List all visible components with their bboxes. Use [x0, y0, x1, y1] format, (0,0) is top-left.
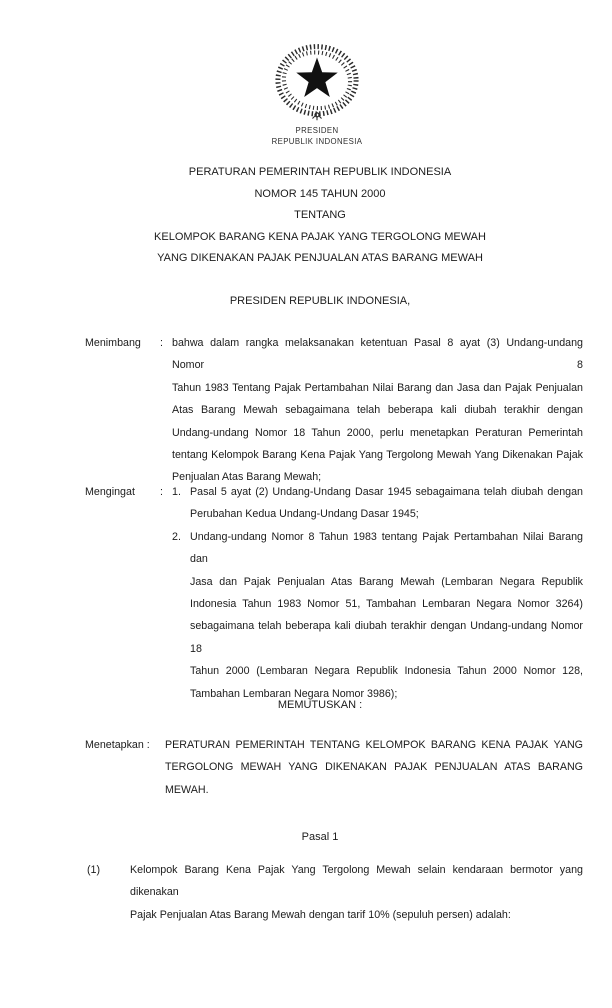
mengingat-item-1-text — [190, 481, 583, 526]
text-line: TENTANG — [294, 209, 346, 222]
star-wreath-emblem-icon — [271, 43, 363, 123]
menimbang-text — [172, 332, 583, 489]
mengingat-item-1-number: 1. — [172, 486, 181, 498]
text-line: PERATURAN PEMERINTAH REPUBLIK INDONESIA — [188, 166, 452, 178]
mengingat-label: Mengingat — [85, 486, 135, 498]
memutuskan-heading: MEMUTUSKAN : — [277, 699, 363, 711]
menimbang-colon: : — [160, 337, 163, 349]
salutation: PRESIDEN REPUBLIK INDONESIA, — [229, 295, 411, 307]
clause-1-number: (1) — [87, 864, 101, 876]
text-line: Pasal 5 ayat (2) Undang-Undang Dasar 1945 sebagaimana telah diubah dengan — [190, 486, 583, 498]
text-line: Undang-undang Nomor 8 Tahun 1983 tentang Pajak Pertambahan Nilai Barang dan — [190, 530, 583, 566]
menimbang-label: Menimbang — [85, 337, 141, 349]
text-line: sebagaimana telah beberapa kali diubah terakhir dengan Undang-undang Nomor 18 — [190, 620, 583, 655]
text-line: Jasa dan Pajak Penjualan Atas Barang Mewah (Lembaran Negara Republik — [190, 575, 583, 588]
text-line: Undang-undang Nomor 18 Tahun 2000, perlu menetapkan Peraturan Pemerintah — [172, 426, 583, 439]
text-line: Pajak Penjualan Atas Barang Mewah dengan tarif 10% (sepuluh persen) adalah: — [130, 908, 511, 921]
menetapkan-section — [85, 734, 583, 801]
regulation-title — [20, 162, 612, 270]
letterhead-org — [17, 126, 612, 147]
star-icon — [296, 58, 337, 97]
menimbang-section — [85, 332, 583, 489]
text-line: Tahun 1983 Tentang Pajak Pertambahan Nilai Barang dan Jasa dan Pajak Penjualan — [172, 381, 583, 394]
clause-1-text — [130, 859, 583, 926]
text-line: MEWAH. — [165, 783, 209, 796]
text-line: Atas Barang Mewah sebagaimana telah beberapa kali diubah terakhir dengan — [172, 404, 583, 417]
mengingat-item-2-number: 2. — [172, 530, 181, 543]
text-line: bahwa dalam rangka melaksanakan ketentuan Pasal 8 ayat (3) Undang-undang Nomor 8 — [172, 337, 583, 372]
text-line: TERGOLONG MEWAH YANG DIKENAKAN PAJAK PENJUALAN ATAS BARANG — [165, 761, 583, 774]
text-line: YANG DIKENAKAN PAJAK PENJUALAN ATAS BARANG MEWAH — [157, 252, 483, 265]
letterhead-line-presiden: PRESIDEN — [295, 126, 339, 135]
mengingat-item-2 — [172, 526, 583, 705]
text-line: Tahun 2000 (Lembaran Negara Republik Indonesia Tahun 2000 Nomor 128, — [190, 665, 583, 678]
text-line: KELOMPOK BARANG KENA PAJAK YANG TERGOLONG MEWAH — [154, 230, 486, 243]
text-line: tentang Kelompok Barang Kena Pajak Yang Tergolong Mewah Yang Dikenakan Pajak — [172, 449, 583, 462]
menetapkan-label: Menetapkan : — [85, 739, 150, 751]
mengingat-list — [172, 481, 583, 705]
text-line: PERATURAN PEMERINTAH TENTANG KELOMPOK BARANG KENA PAJAK YANG — [165, 739, 583, 751]
menetapkan-text — [165, 734, 583, 801]
mengingat-item-2-text — [190, 526, 583, 705]
pasal-1-heading: Pasal 1 — [301, 831, 339, 843]
text-line: Perubahan Kedua Undang-Undang Dasar 1945; — [190, 508, 419, 521]
text-line: NOMOR 145 TAHUN 2000 — [254, 187, 386, 200]
text-line: Tambahan Lembaran Negara Nomor 3986); — [190, 687, 398, 700]
mengingat-colon: : — [160, 486, 163, 498]
text-line: Penjualan Atas Barang Mewah; — [172, 471, 322, 484]
letterhead-line-republik: REPUBLIK INDONESIA — [271, 136, 363, 146]
text-line: Kelompok Barang Kena Pajak Yang Tergolong Mewah selain kendaraan bermotor yang dikenakan — [130, 864, 583, 899]
text-line: Indonesia Tahun 1983 Nomor 51, Tambahan Lembaran Negara Nomor 3264) — [190, 598, 583, 611]
clause-1 — [87, 859, 583, 926]
mengingat-section — [85, 481, 583, 705]
mengingat-item-1 — [172, 481, 583, 526]
